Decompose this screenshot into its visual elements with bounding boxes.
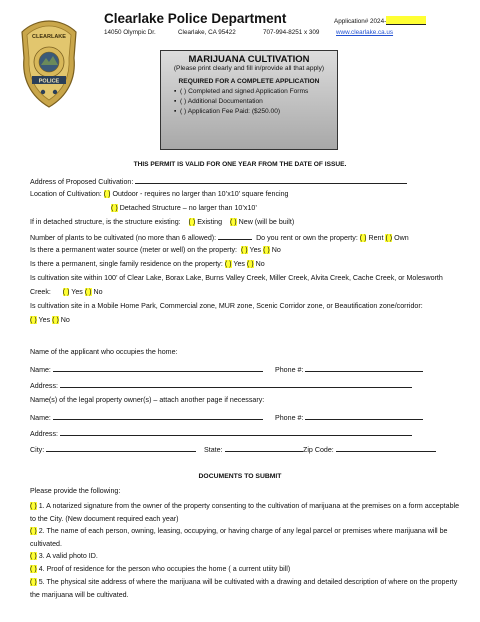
- document-1-checkbox[interactable]: ( ): [30, 502, 37, 510]
- applicant-address-row: Address:: [30, 380, 412, 391]
- application-number-field[interactable]: [386, 16, 426, 25]
- requirements-box: [160, 50, 338, 150]
- website-link[interactable]: www.clearlake.ca.us: [336, 29, 394, 36]
- box-required-heading: REQUIRED FOR A COMPLETE APPLICATION: [178, 78, 320, 86]
- document-4-checkbox[interactable]: ( ): [30, 565, 37, 573]
- residence-yes-checkbox[interactable]: ( ): [224, 260, 232, 268]
- owner-phone-field[interactable]: [305, 412, 423, 420]
- document-5-checkbox[interactable]: ( ): [30, 578, 37, 586]
- zone-row: ( ) Yes ( ) No: [30, 316, 70, 324]
- box-item: ▪ ( ) Application Fee Paid: ($250.00): [174, 108, 281, 116]
- application-number-label: Application# 2024-: [334, 18, 387, 25]
- owner-address-field[interactable]: [60, 428, 412, 436]
- owner-name-field[interactable]: [53, 412, 263, 420]
- existing-checkbox[interactable]: ( ): [188, 218, 196, 226]
- applicant-name-field[interactable]: [53, 364, 263, 372]
- owner-city-field[interactable]: [46, 444, 196, 452]
- department-title: Clearlake Police Department: [104, 11, 287, 26]
- residence-no-checkbox[interactable]: ( ): [246, 260, 254, 268]
- water-yes-checkbox[interactable]: ( ): [240, 246, 248, 254]
- badge-top-text: CLEARLAKE: [32, 34, 66, 40]
- permit-notice: THIS PERMIT IS VALID FOR ONE YEAR FROM THE DATE OF ISSUE.: [133, 161, 347, 168]
- document-3-checkbox[interactable]: ( ): [30, 552, 37, 560]
- outdoor-checkbox[interactable]: ( ): [103, 190, 111, 198]
- police-badge-icon: [18, 18, 80, 110]
- zone-question: Is cultivation site in a Mobile Home Park, Commercial zone, MUR zone, Scenic Corridor zone, or Beautification zone/corridor:: [30, 302, 423, 310]
- header-city: Clearlake, CA 95422: [178, 29, 236, 36]
- creek-row: Creek: ( ) Yes ( ) No: [30, 288, 103, 296]
- structure-row: If in detached structure, is the structure existing: ( ) Existing ( ) New (will be built): [30, 218, 295, 226]
- water-no-checkbox[interactable]: ( ): [263, 246, 270, 254]
- box-item: ▪ ( ) Additional Documentation: [174, 98, 263, 106]
- plants-row: Number of plants to be cultivated (no more than 6 allowed): Do you rent or own the property: ( ) Rent ( ) Own: [30, 234, 409, 242]
- box-item: ▪ ( ) Completed and signed Application Forms: [174, 88, 309, 96]
- box-title: MARIJUANA CULTIVATION: [188, 54, 310, 65]
- badge-middle-text: POLICE: [38, 78, 60, 85]
- own-checkbox[interactable]: ( ): [385, 234, 393, 242]
- rent-checkbox[interactable]: ( ): [359, 234, 367, 242]
- documents-intro: Please provide the following:: [30, 487, 121, 495]
- owner-state-field[interactable]: [225, 444, 303, 452]
- document-item-1: ( ) 1. A notarized signature from the owner of the property consenting to the cultivation of marijuana at the premises on a form acceptable to the City. (New document required each year): [30, 502, 460, 523]
- owner-city-row: City:: [30, 444, 196, 455]
- owner-heading: Name(s) of the legal property owner(s) – attach another page if necessary:: [30, 396, 265, 404]
- owner-phone-row: Phone #:: [275, 412, 423, 423]
- applicant-phone-row: Phone #:: [275, 364, 423, 375]
- water-row: Is there a permanent water source (meter or well) on the property: ( ) Yes ( ) No: [30, 246, 281, 254]
- document-item-3: ( ) 3. A valid photo ID.: [30, 552, 98, 560]
- creek-no-checkbox[interactable]: ( ): [84, 288, 92, 296]
- header-address: 14050 Olympic Dr.: [104, 29, 156, 36]
- new-checkbox[interactable]: ( ): [229, 218, 237, 226]
- detached-row: ( ) Detached Structure – no larger than 10’x10’: [111, 204, 257, 212]
- owner-zip-row: Zip Code:: [303, 444, 436, 455]
- location-row: Location of Cultivation: ( ) Outdoor - requires no larger than 10’x10’ square fencing: [30, 190, 289, 198]
- applicant-phone-field[interactable]: [305, 364, 423, 372]
- owner-zip-field[interactable]: [336, 444, 436, 452]
- zone-no-checkbox[interactable]: ( ): [52, 316, 59, 324]
- owner-name-row: Name:: [30, 412, 263, 423]
- creek-yes-checkbox[interactable]: ( ): [62, 288, 70, 296]
- document-item-2: ( ) 2. The name of each person, owning, leasing, occupying, or having charge of any legal parcel or premises where marijuana will be cultivated.: [30, 527, 448, 548]
- documents-heading: DOCUMENTS TO SUBMIT: [198, 473, 282, 480]
- detached-checkbox[interactable]: ( ): [111, 204, 118, 212]
- address-field[interactable]: [135, 176, 407, 184]
- applicant-name-row: Name:: [30, 364, 263, 375]
- application-number: [334, 16, 426, 26]
- document-2-checkbox[interactable]: ( ): [30, 527, 37, 535]
- box-subtitle: (Please print clearly and fill in/provide all that apply): [173, 65, 325, 73]
- owner-address-row: Address:: [30, 428, 412, 439]
- applicant-heading: Name of the applicant who occupies the home:: [30, 348, 178, 356]
- applicant-address-field[interactable]: [60, 380, 412, 388]
- owner-state-row: State:: [204, 444, 303, 455]
- residence-row: Is there a permanent, single family residence on the property: ( ) Yes ( ) No: [30, 260, 265, 268]
- address-row: Address of Proposed Cultivation:: [30, 176, 407, 187]
- document-item-5: ( ) 5. The physical site address of where the marijuana will be cultivated with a drawing and detailed description of where on the property the marijuana will be cultivated.: [30, 578, 458, 599]
- header-phone: 707-994-8251 x 309: [263, 29, 320, 36]
- plants-field[interactable]: [218, 232, 252, 240]
- document-item-4: ( ) 4. Proof of residence for the person who occupies the home ( a current utiity bill): [30, 565, 291, 573]
- zone-yes-checkbox[interactable]: ( ): [30, 316, 37, 324]
- creek-question: Is cultivation site within 100’ of Clear Lake, Borax Lake, Burns Valley Creek, Miller Creek, Alvita Creek, Cache Creek, or Molesworth: [30, 274, 443, 282]
